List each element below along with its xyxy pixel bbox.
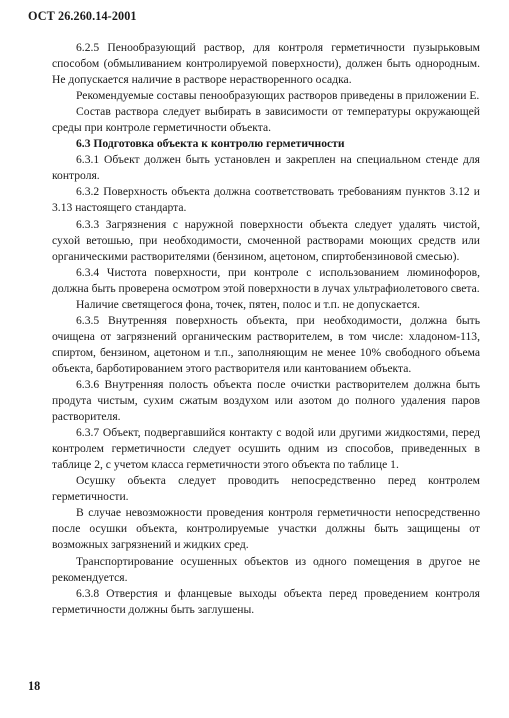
document-body bbox=[52, 40, 480, 618]
section-heading-6-3: 6.3 Подготовка объекта к контролю герметичности bbox=[76, 137, 345, 151]
paragraph-6-3-5: 6.3.5 Внутренняя поверхность объекта, при необходимости, должна быть очищена от загрязнений органическим растворителем, в том числе: хладоном-113, спиртом, бензином, ацетоном и т.п., заполняющим не менее 10% свободного объема объекта, барботированием этого растворителя или кантованием объекта. bbox=[52, 313, 480, 375]
paragraph-6-3-3: 6.3.3 Загрязнения с наружной поверхности объекта следует удалять чистой, сухой ветошью, при необходимости, смоченной растворами моющих средств или органическими растворителями (бензином, ацетоном, спиртобензиновой смесью). bbox=[52, 217, 480, 263]
document-code-header: ОСТ 26.260.14-2001 bbox=[28, 9, 137, 23]
paragraph-6-3-6: 6.3.6 Внутренняя полость объекта после очистки растворителем должна быть продута чистым, сухим сжатым воздухом или азотом до полного удаления паров растворителя. bbox=[52, 377, 480, 424]
paragraph-6-3-1: 6.3.1 Объект должен быть установлен и закреплен на специальном стенде для контроля. bbox=[52, 153, 480, 183]
paragraph-6-3-2: 6.3.2 Поверхность объекта должна соответствовать требованиям пунктов 3.12 и 3.13 настоящего стандарта. bbox=[52, 185, 480, 215]
paragraph-6-3-4: 6.3.4 Чистота поверхности, при контроле с использованием люминофоров, должна быть проверена осмотром этой поверхности в лучах ультрафиолетового света. bbox=[52, 265, 480, 295]
paragraph-drying-protection: В случае невозможности проведения контроля герметичности непосредственно после осушки объекта, контролируемые участки должны быть защищены от возможных загрязнений и жидких сред. bbox=[52, 506, 480, 552]
page-number: 18 bbox=[28, 679, 41, 693]
paragraph-6-2-5: 6.2.5 Пенообразующий раствор, для контроля герметичности пузырьковым способом (обмыливанием контролируемой поверхности), должен быть однородным. Не допускается наличие в растворе нерастворенного осадка. bbox=[52, 41, 480, 87]
paragraph-glowing-background: Наличие светящегося фона, точек, пятен, полос и т.п. не допускается. bbox=[76, 297, 421, 311]
paragraph-drying-timing: Осушку объекта следует проводить непосредственно перед контролем герметичности. bbox=[52, 474, 480, 504]
paragraph-transport: Транспортирование осушенных объектов из одного помещения в другое не рекомендуется. bbox=[52, 554, 480, 584]
paragraph-solution-composition: Состав раствора следует выбирать в зависимости от температуры окружающей среды при контроле герметичности объекта. bbox=[52, 105, 480, 135]
paragraph-recommended-compositions: Рекомендуемые составы пенообразующих растворов приведены в приложении Е. bbox=[76, 89, 480, 103]
paragraph-6-3-7: 6.3.7 Объект, подвергавшийся контакту с водой или другими жидкостями, перед контролем герметичности следует осушить одним из способов, приведенных в таблице 2, с учетом класса герметичности этого объекта по таблице 1. bbox=[52, 426, 480, 472]
paragraph-6-3-8: 6.3.8 Отверстия и фланцевые выходы объекта перед проведением контроля герметичности должны быть заглушены. bbox=[52, 586, 480, 616]
